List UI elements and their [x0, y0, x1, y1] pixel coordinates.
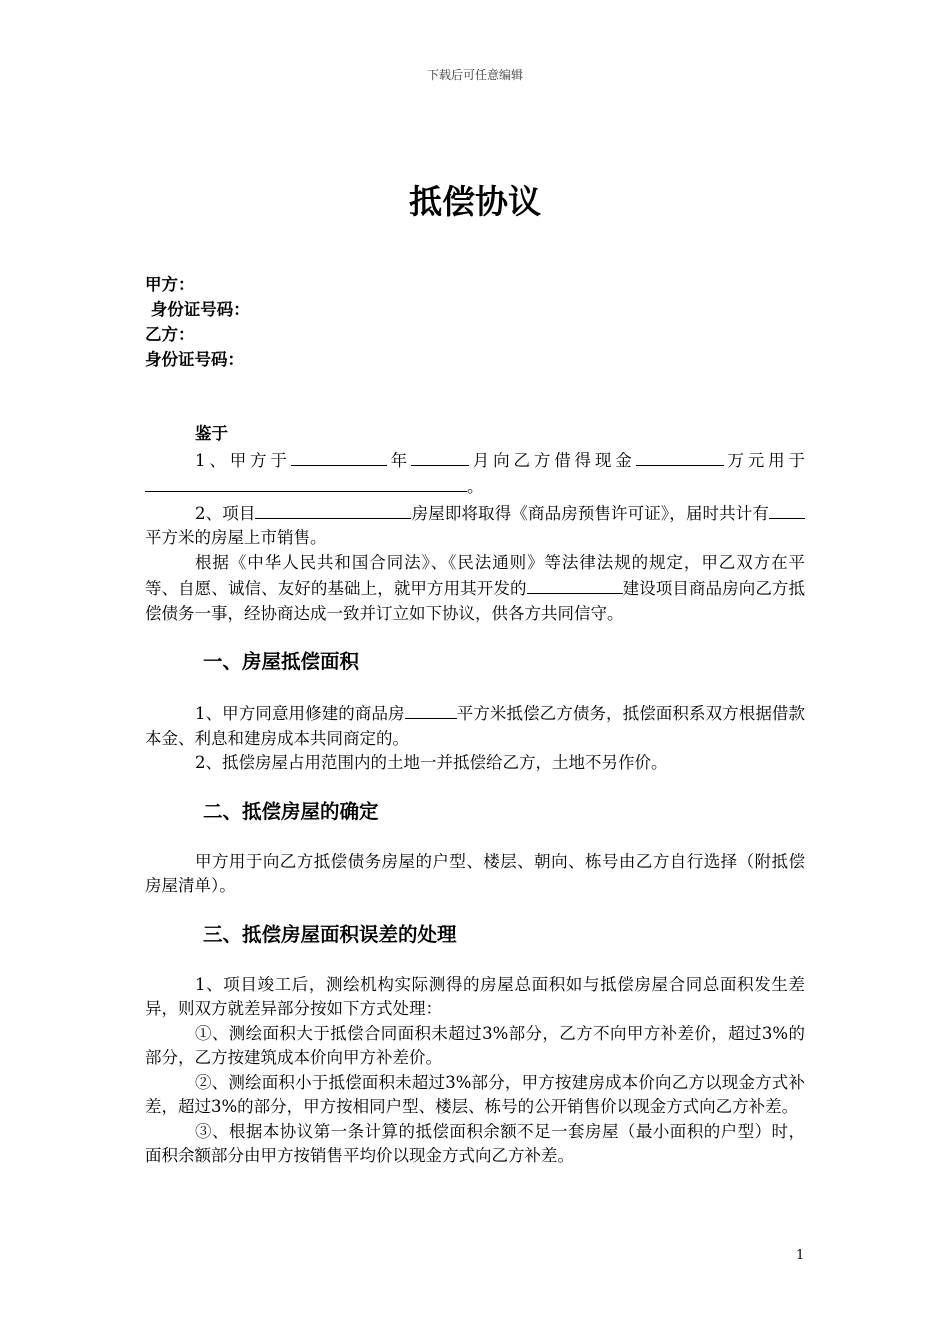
text-span: 平方米抵偿乙方债务，抵偿面积系双方根据借款本金、利息和建房成本共同商定的。 — [145, 704, 806, 748]
whereas-paragraph — [145, 551, 805, 627]
text-span: 。 — [467, 477, 484, 496]
section-3-clause-4: ③、根据本协议第一条计算的抵偿面积余额不足一套房屋（最小面积的户型）时，面积余额部分由甲方按销售平均价以现金方式向乙方补差。 — [145, 1121, 805, 1165]
party-b-label: 乙方： — [145, 325, 195, 344]
section-3-clause-3: ②、测绘面积小于抵偿面积未超过3%部分，甲方按建房成本价向乙方以现金方式补差，超过3%的部分，甲方按相同户型、楼层、栋号的公开销售价以现金方式向乙方补差。 — [145, 1072, 805, 1116]
text-span: 月向乙方借得现金 — [468, 450, 636, 470]
text-span: 平方米的房屋上市销售。 — [145, 528, 327, 547]
purpose-blank — [145, 473, 467, 492]
text-span: 年 — [386, 450, 411, 470]
whereas-label: 鉴于 — [195, 424, 228, 443]
text-span: 建设项目商品房向乙方抵偿债务一事，经协商达成一致并订立如下协议，供各方共同信守。 — [145, 579, 806, 623]
month-blank — [411, 447, 469, 466]
offset-area-blank — [405, 700, 457, 719]
section-1-clause-1 — [145, 700, 805, 751]
project-blank — [255, 500, 411, 519]
text-span: 2、项目 — [195, 503, 256, 523]
section-2-clause-1: 甲方用于向乙方抵偿债务房屋的户型、楼层、朝向、栋号由乙方自行选择（附抵偿房屋清单）。 — [145, 851, 805, 895]
text-span: 根据《中华人民共和国合同法》、《民法通则》等法律法规的规定，甲乙双方在平等、自愿、诚信、友好的基础上，就甲方用其开发的 — [145, 552, 805, 598]
developer-project-blank — [527, 575, 623, 594]
section-3-clause-1: 1、项目竣工后，测绘机构实际测得的房屋总面积如与抵偿房屋合同总面积发生差异，则双方就差异部分按如下方式处理： — [145, 974, 805, 1018]
section-1-heading: 一、房屋抵偿面积 — [203, 650, 360, 673]
header-note: 下载后可任意编辑 — [426, 68, 523, 82]
section-1-clause-2: 2、抵偿房屋占用范围内的土地一并抵偿给乙方，土地不另作价。 — [195, 753, 668, 772]
whereas-item-1 — [145, 447, 805, 500]
party-a-label: 甲方： — [145, 275, 195, 294]
section-2-heading: 二、抵偿房屋的确定 — [203, 799, 379, 823]
parties-block — [145, 272, 250, 372]
party-a-id-label: 身份证号码： — [145, 300, 250, 319]
area-blank — [769, 500, 805, 519]
document-body — [145, 422, 805, 1169]
text-span: 1、甲方于 — [195, 450, 291, 470]
text-span: 万元用于 — [723, 450, 806, 470]
amount-blank — [636, 447, 724, 466]
party-b-id-label: 身份证号码： — [145, 350, 244, 369]
page-number: 1 — [796, 1248, 805, 1263]
section-3-heading: 三、抵偿房屋面积误差的处理 — [203, 922, 457, 946]
section-3-clause-2: ①、测绘面积大于抵偿合同面积未超过3%部分，乙方不向甲方补差价，超过3%的部分，乙方按建筑成本价向甲方补差价。 — [145, 1023, 805, 1067]
text-span: 房屋即将取得《商品房预售许可证》，届时共计有 — [411, 503, 770, 523]
year-blank — [291, 447, 387, 466]
document-title: 抵偿协议 — [409, 182, 541, 221]
text-span: 1、甲方同意用修建的商品房 — [195, 704, 405, 723]
whereas-item-2 — [145, 500, 805, 551]
